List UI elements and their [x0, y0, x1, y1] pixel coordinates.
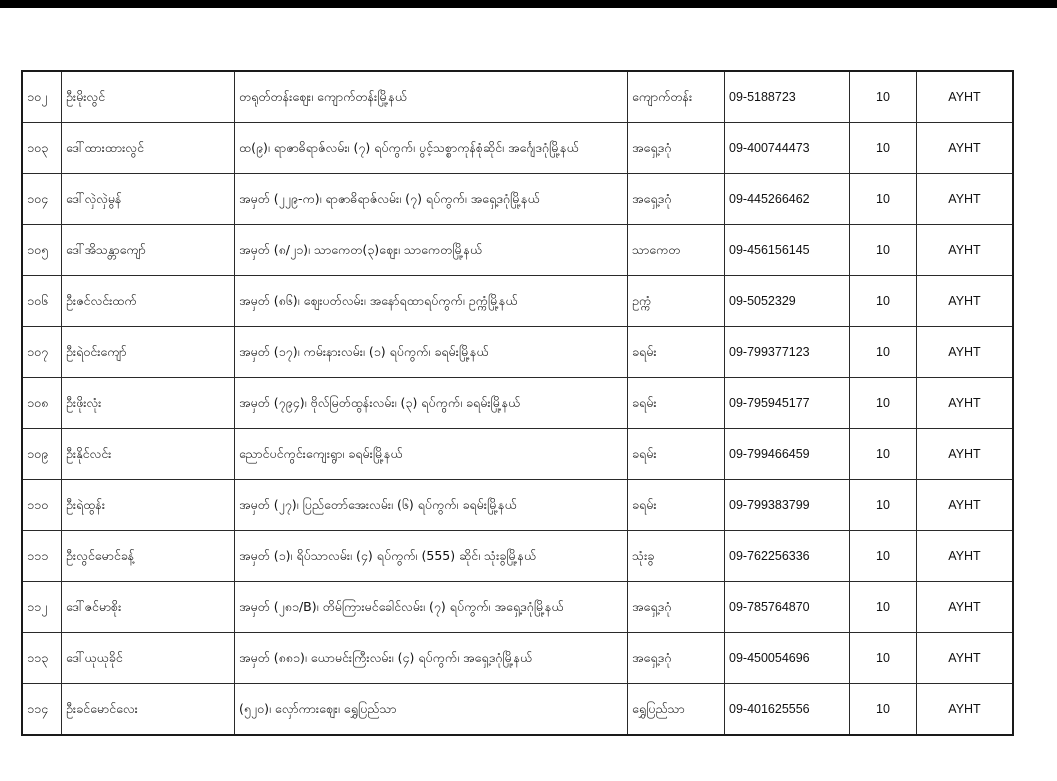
- address-cell: အမှတ် (၇၉၄)၊ ဗိုလ်မြတ်ထွန်းလမ်း၊ (၃) ရပ်ကွက်၊ ခရမ်းမြို့နယ်: [235, 378, 628, 429]
- phone-cell: 09-5052329: [725, 276, 850, 327]
- top-edge-bar: [0, 0, 1057, 8]
- township-cell: ကျောက်တန်း: [628, 71, 725, 123]
- township-cell: သာကေတ: [628, 225, 725, 276]
- amount-cell: 10: [850, 327, 917, 378]
- code-cell: AYHT: [917, 276, 1014, 327]
- code-cell: AYHT: [917, 531, 1014, 582]
- row-number-cell: ၁၀၉: [22, 429, 62, 480]
- phone-cell: 09-5188723: [725, 71, 850, 123]
- phone-cell: 09-445266462: [725, 174, 850, 225]
- name-cell: ဦးခင်မောင်လေး: [62, 684, 235, 736]
- row-number-cell: ၁၀၇: [22, 327, 62, 378]
- table-row: [22, 480, 1013, 531]
- name-cell: ဦးဇင်လင်းထက်: [62, 276, 235, 327]
- name-cell: ဒေါ်လှဲလှဲမွန်: [62, 174, 235, 225]
- address-cell: အမှတ် (၈/၂၁)၊ သာကေတ(၃)ဈေး၊ သာကေတမြို့နယ်: [235, 225, 628, 276]
- township-cell: ရွှေပြည်သာ: [628, 684, 725, 736]
- name-cell: ဦးလွင်မောင်ခန့်: [62, 531, 235, 582]
- row-number-cell: ၁၁၁: [22, 531, 62, 582]
- phone-cell: 09-450054696: [725, 633, 850, 684]
- code-cell: AYHT: [917, 174, 1014, 225]
- phone-cell: 09-799377123: [725, 327, 850, 378]
- address-cell: အမှတ် (၁)၊ ရိပ်သာလမ်း၊ (၄) ရပ်ကွက်၊ (555) ဆိုင်၊ သုံးခွမြို့နယ်: [235, 531, 628, 582]
- township-cell: အရှေ့ဒဂုံ: [628, 123, 725, 174]
- address-cell: အမှတ် (၂၇)၊ ပြည်တော်အေးလမ်း၊ (၆) ရပ်ကွက်၊ ခရမ်းမြို့နယ်: [235, 480, 628, 531]
- address-cell: အမှတ် (၈၆)၊ ဈေးပတ်လမ်း၊ အနော်ရထာရပ်ကွက်၊ ဥက္ကံမြို့နယ်: [235, 276, 628, 327]
- address-cell: (၅၂၀)၊ လှော်ကားဈေး၊ ရွှေပြည်သာ: [235, 684, 628, 736]
- amount-cell: 10: [850, 531, 917, 582]
- code-cell: AYHT: [917, 582, 1014, 633]
- amount-cell: 10: [850, 71, 917, 123]
- code-cell: AYHT: [917, 429, 1014, 480]
- phone-cell: 09-401625556: [725, 684, 850, 736]
- phone-cell: 09-762256336: [725, 531, 850, 582]
- row-number-cell: ၁၀၄: [22, 174, 62, 225]
- amount-cell: 10: [850, 684, 917, 736]
- row-number-cell: ၁၀၈: [22, 378, 62, 429]
- row-number-cell: ၁၁၀: [22, 480, 62, 531]
- address-cell: ထ(၉)၊ ရာဇာဓိရာဇ်လမ်း၊ (၇) ရပ်ကွက်၊ ပွင့်သစ္စာကုန်စုံဆိုင်၊ အင်္ဂျေဒဂုံမြို့နယ်: [235, 123, 628, 174]
- row-number-cell: ၁၀၃: [22, 123, 62, 174]
- row-number-cell: ၁၁၂: [22, 582, 62, 633]
- table-row: [22, 633, 1013, 684]
- name-cell: ဦးမိုးလွင်: [62, 71, 235, 123]
- township-cell: ဥက္ကံ: [628, 276, 725, 327]
- row-number-cell: ၁၁၄: [22, 684, 62, 736]
- amount-cell: 10: [850, 480, 917, 531]
- address-cell: တရုတ်တန်းဈေး၊ ကျောက်တန်းမြို့နယ်: [235, 71, 628, 123]
- amount-cell: 10: [850, 276, 917, 327]
- code-cell: AYHT: [917, 71, 1014, 123]
- table-row: [22, 123, 1013, 174]
- row-number-cell: ၁၀၅: [22, 225, 62, 276]
- address-cell: အမှတ် (၂၈၁/B)၊ တိမ်ကြားမင်ခေါင်လမ်း၊ (၇) ရပ်ကွက်၊ အရှေ့ဒဂုံမြို့နယ်: [235, 582, 628, 633]
- name-cell: ဒေါ်ထားထားလွင်: [62, 123, 235, 174]
- address-cell: အမှတ် (၈၈၁)၊ ယောမင်းကြီးလမ်း၊ (၄) ရပ်ကွက်၊ အရှေ့ဒဂုံမြို့နယ်: [235, 633, 628, 684]
- amount-cell: 10: [850, 378, 917, 429]
- name-cell: ဦးရဲထွန်း: [62, 480, 235, 531]
- row-number-cell: ၁၀၂: [22, 71, 62, 123]
- code-cell: AYHT: [917, 225, 1014, 276]
- township-cell: ခရမ်း: [628, 429, 725, 480]
- name-cell: ဦးဖိုးလုံး: [62, 378, 235, 429]
- row-number-cell: ၁၀၆: [22, 276, 62, 327]
- document-page: [0, 8, 1057, 781]
- phone-cell: 09-456156145: [725, 225, 850, 276]
- township-cell: သုံးခွ: [628, 531, 725, 582]
- phone-cell: 09-785764870: [725, 582, 850, 633]
- table-row: [22, 531, 1013, 582]
- amount-cell: 10: [850, 582, 917, 633]
- amount-cell: 10: [850, 174, 917, 225]
- phone-cell: 09-799383799: [725, 480, 850, 531]
- table-row: [22, 378, 1013, 429]
- table-row: [22, 429, 1013, 480]
- township-cell: ခရမ်း: [628, 327, 725, 378]
- code-cell: AYHT: [917, 684, 1014, 736]
- township-cell: အရှေ့ဒဂုံ: [628, 174, 725, 225]
- address-cell: အမှတ် (၁၇)၊ ကမ်းနားလမ်း၊ (၁) ရပ်ကွက်၊ ခရမ်းမြို့နယ်: [235, 327, 628, 378]
- township-cell: ခရမ်း: [628, 378, 725, 429]
- code-cell: AYHT: [917, 327, 1014, 378]
- amount-cell: 10: [850, 633, 917, 684]
- amount-cell: 10: [850, 123, 917, 174]
- table-row: [22, 174, 1013, 225]
- address-cell: အမှတ် (၂၂၉-က)၊ ရာဇာဓိရာဇ်လမ်း၊ (၇) ရပ်ကွက်၊ အရှေ့ဒဂုံမြို့နယ်: [235, 174, 628, 225]
- code-cell: AYHT: [917, 123, 1014, 174]
- roster-table: [21, 70, 1014, 736]
- code-cell: AYHT: [917, 378, 1014, 429]
- amount-cell: 10: [850, 225, 917, 276]
- name-cell: ဒေါ်ဇင်မာစိုး: [62, 582, 235, 633]
- code-cell: AYHT: [917, 480, 1014, 531]
- name-cell: ဦးနိုင်လင်း: [62, 429, 235, 480]
- table-row: [22, 684, 1013, 736]
- code-cell: AYHT: [917, 633, 1014, 684]
- phone-cell: 09-799466459: [725, 429, 850, 480]
- table-row: [22, 276, 1013, 327]
- phone-cell: 09-795945177: [725, 378, 850, 429]
- phone-cell: 09-400744473: [725, 123, 850, 174]
- table-row: [22, 327, 1013, 378]
- row-number-cell: ၁၁၃: [22, 633, 62, 684]
- amount-cell: 10: [850, 429, 917, 480]
- name-cell: ဒေါ်အိသန္တာကျော်: [62, 225, 235, 276]
- name-cell: ဦးရဲဝင်းကျော်: [62, 327, 235, 378]
- township-cell: အရှေ့ဒဂုံ: [628, 582, 725, 633]
- township-cell: အရှေ့ဒဂုံ: [628, 633, 725, 684]
- township-cell: ခရမ်း: [628, 480, 725, 531]
- address-cell: ညောင်ပင်ကွင်းကျေးရွာ၊ ခရမ်းမြို့နယ်: [235, 429, 628, 480]
- table-row: [22, 71, 1013, 123]
- name-cell: ဒေါ်ယုယုခိုင်: [62, 633, 235, 684]
- roster-table-body: [22, 71, 1013, 735]
- table-row: [22, 582, 1013, 633]
- table-row: [22, 225, 1013, 276]
